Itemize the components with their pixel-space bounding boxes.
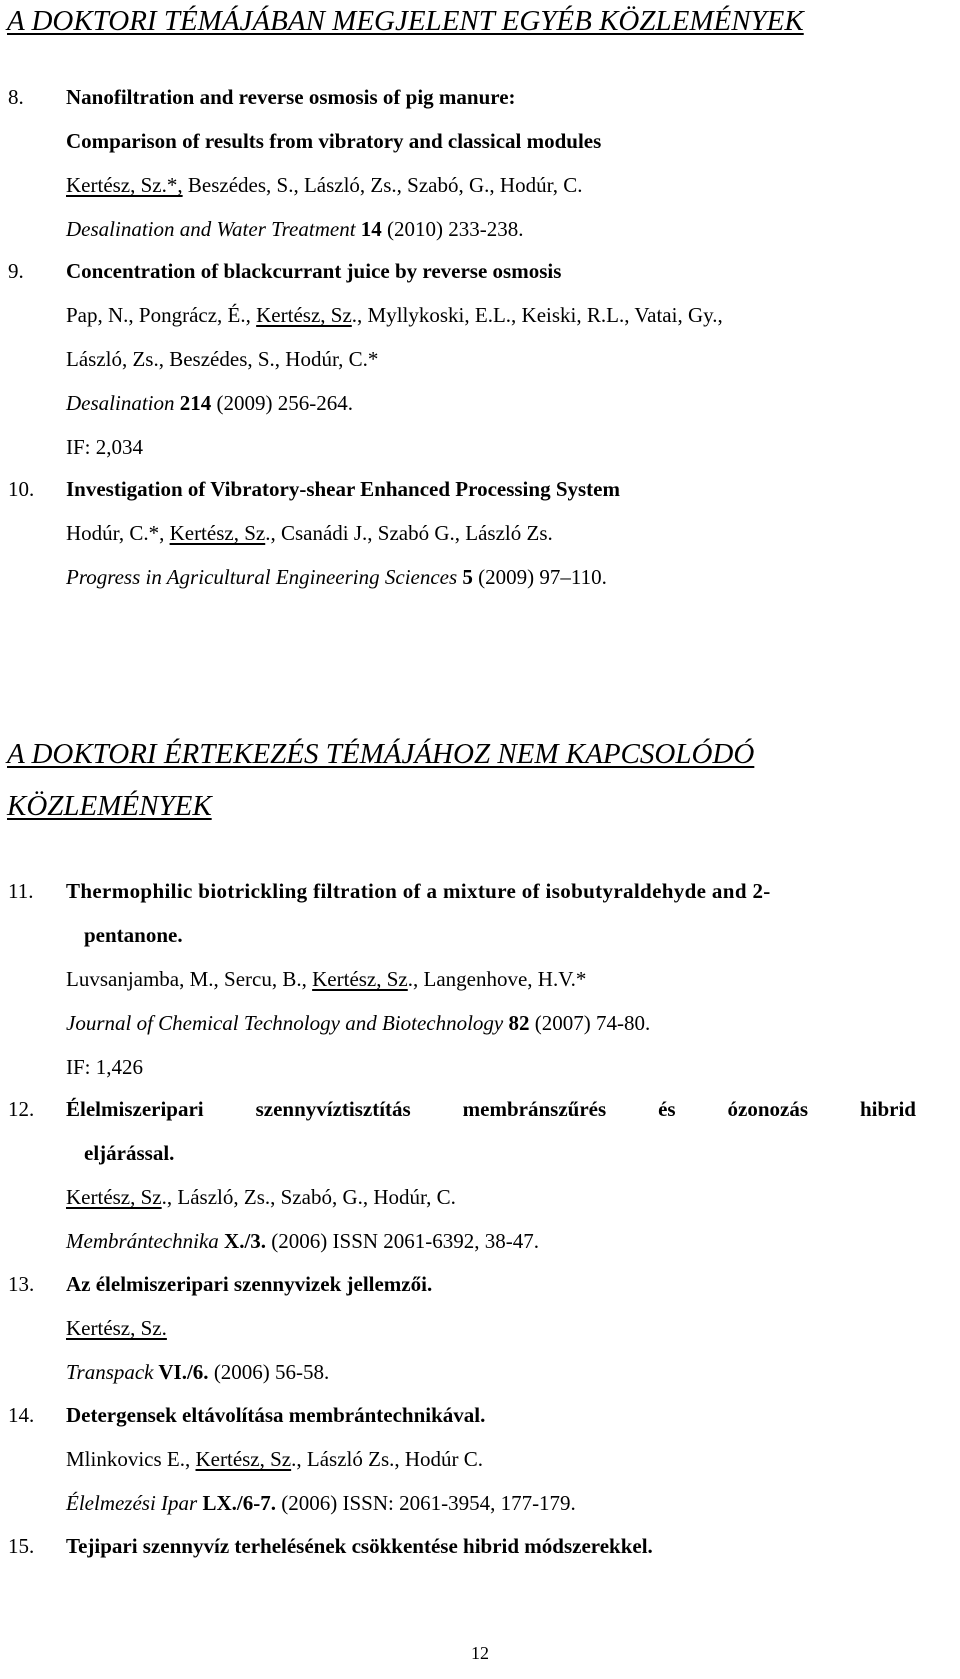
- author-highlight: Kertész, Sz: [169, 521, 266, 545]
- authors-rest: ., Langenhove, H.V.*: [407, 967, 587, 991]
- authors-rest: ., Myllykoski, E.L., Keiski, R.L., Vatai, Gy.,: [351, 303, 723, 327]
- publication-details: (2009) 256-264.: [211, 391, 353, 415]
- journal-name: Élelmezési Ipar: [66, 1491, 198, 1515]
- journal-name: Journal of Chemical Technology and Biotechnology: [66, 1011, 504, 1035]
- publication-title: Detergensek eltávolítása membrántechnikával.: [66, 1403, 486, 1427]
- publication-title-continued: pentanone.: [84, 923, 183, 947]
- author-highlight: Kertész, Sz.: [66, 1316, 167, 1340]
- publication-title: Concentration of blackcurrant juice by reverse osmosis: [66, 259, 562, 283]
- journal-volume: 5: [457, 565, 473, 589]
- publication-number: 14.: [8, 1403, 35, 1427]
- authors-pre: Luvsanjamba, M., Sercu, B.,: [66, 967, 313, 991]
- publication-title: Nanofiltration and reverse osmosis of pig manure:: [66, 85, 516, 109]
- journal-volume: VI./6.: [153, 1360, 209, 1384]
- publication-authors: [66, 162, 583, 208]
- publication-details: (2006) ISSN: 2061-3954, 177-179.: [275, 1491, 576, 1515]
- authors-pre: Hodúr, C.*,: [66, 521, 170, 545]
- publication-number: 9.: [8, 259, 24, 283]
- publication-source: [66, 1218, 539, 1264]
- publication-details: (2010) 233-238.: [381, 217, 524, 241]
- journal-name: Membrántechnika: [66, 1229, 219, 1253]
- page-number: 12: [471, 1643, 489, 1663]
- authors-pre: Mlinkovics E.,: [66, 1447, 196, 1471]
- publication-title: Az élelmiszeripari szennyvizek jellemzői.: [66, 1272, 433, 1296]
- journal-volume: X./3.: [218, 1229, 267, 1253]
- publication-authors: [66, 1305, 167, 1351]
- publication-number: 10.: [8, 477, 35, 501]
- publication-details: (2009) 97–110.: [472, 565, 607, 589]
- publication-authors: [66, 1436, 483, 1482]
- journal-name: Transpack: [66, 1360, 154, 1384]
- authors-rest: ., László Zs., Hodúr C.: [291, 1447, 484, 1471]
- publication-number: 12.: [8, 1097, 35, 1121]
- impact-factor: IF: 2,034: [66, 435, 144, 459]
- publication-source: [66, 1480, 576, 1526]
- publication-source: [66, 1000, 650, 1046]
- author-highlight: Kertész, Sz: [312, 967, 408, 991]
- publication-source: [66, 206, 524, 252]
- publication-source: [66, 554, 607, 600]
- publication-title: Tejipari szennyvíz terhelésének csökkentése hibrid módszerekkel.: [66, 1534, 653, 1558]
- authors-rest: ., László, Zs., Szabó, G., Hodúr, C.: [161, 1185, 456, 1209]
- publication-number: 8.: [8, 85, 24, 109]
- publication-number: 11.: [8, 879, 34, 903]
- publication-details: (2007) 74-80.: [529, 1011, 651, 1035]
- journal-name: Desalination and Water Treatment: [66, 217, 356, 241]
- authors-pre: Pap, N., Pongrácz, É.,: [66, 303, 257, 327]
- publication-source: [66, 380, 353, 426]
- journal-name: Progress in Agricultural Engineering Sciences: [66, 565, 458, 589]
- author-highlight: Kertész, Sz: [256, 303, 352, 327]
- publication-source: [66, 1349, 329, 1395]
- author-highlight: Kertész, Sz.*,: [66, 173, 183, 197]
- publication-title-continued: eljárással.: [84, 1141, 175, 1165]
- authors-rest: Beszédes, S., László, Zs., Szabó, G., Hodúr, C.: [182, 173, 583, 197]
- publication-number: 15.: [8, 1534, 35, 1558]
- publication-authors: [66, 510, 553, 556]
- publication-authors: [66, 956, 586, 1002]
- author-highlight: Kertész, Sz: [195, 1447, 292, 1471]
- publication-title: Élelmiszeripari szennyvíztisztítás membránszűrés és ózonozás hibrid: [66, 1097, 916, 1121]
- section-heading-unrelated: A DOKTORI ÉRTEKEZÉS TÉMÁJÁHOZ NEM KAPCSOLÓDÓ: [7, 738, 755, 770]
- publication-authors: [66, 292, 723, 338]
- author-highlight: Kertész, Sz: [66, 1185, 162, 1209]
- publication-title-continued: Comparison of results from vibratory and classical modules: [66, 129, 602, 153]
- journal-volume: 82: [503, 1011, 530, 1035]
- publication-title: Investigation of Vibratory-shear Enhanced Processing System: [66, 477, 620, 501]
- section-heading-unrelated-continued: KÖZLEMÉNYEK: [7, 790, 212, 822]
- authors-rest: ., Csanádi J., Szabó G., László Zs.: [265, 521, 553, 545]
- journal-volume: 214: [174, 391, 212, 415]
- journal-volume: 14: [355, 217, 382, 241]
- publication-details: (2006) ISSN 2061-6392, 38-47.: [266, 1229, 540, 1253]
- publication-title: Thermophilic biotrickling filtration of a mixture of isobutyraldehyde and 2-: [66, 879, 771, 903]
- publication-authors: [66, 1174, 456, 1220]
- journal-name: Desalination: [66, 391, 175, 415]
- section-heading-related: A DOKTORI TÉMÁJÁBAN MEGJELENT EGYÉB KÖZLEMÉNYEK: [7, 5, 804, 37]
- impact-factor: IF: 1,426: [66, 1055, 144, 1079]
- publication-number: 13.: [8, 1272, 35, 1296]
- publication-authors-continued: László, Zs., Beszédes, S., Hodúr, C.*: [66, 347, 379, 371]
- publication-details: (2006) 56-58.: [208, 1360, 330, 1384]
- journal-volume: LX./6-7.: [197, 1491, 276, 1515]
